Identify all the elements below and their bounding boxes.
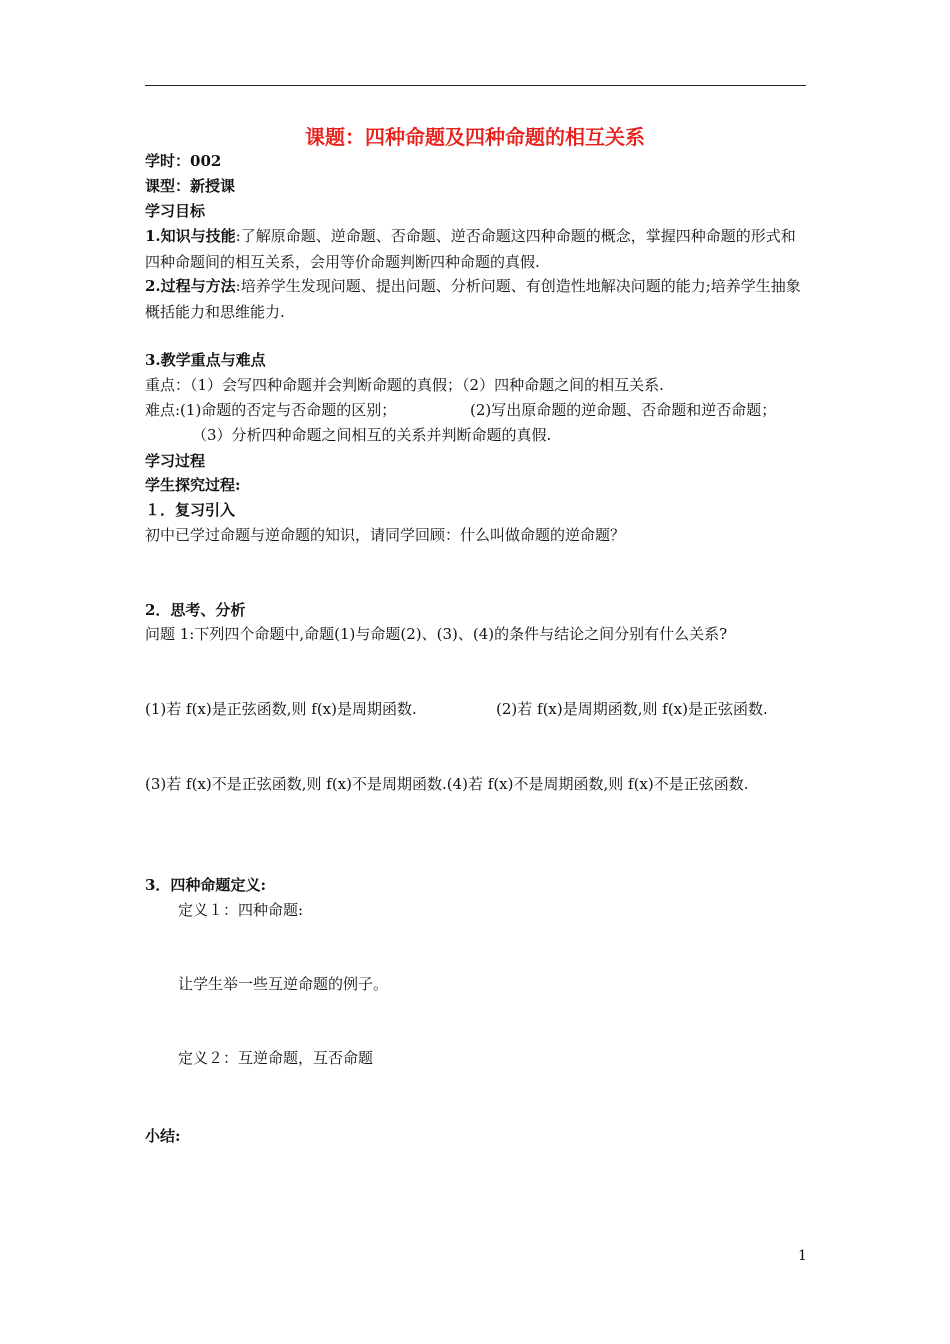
section-1-text: 初中已学过命题与逆命题的知识，请同学回顾：什么叫做命题的逆命题？ (145, 526, 626, 544)
definition-2: 定义２：互逆命题，互否命题 (178, 1049, 374, 1067)
section-1-heading: １．复习引入 (145, 501, 236, 519)
propositions-3-4: (3)若 f(x)不是正弦函数,则 f(x)不是周期函数.(4)若 f(x)不是周期函数,则 f(x)不是正弦函数. (145, 775, 749, 793)
document-title: 课题：四种命题及四种命题的相互关系 (305, 125, 645, 149)
key-difficulty-heading: 3.教学重点与难点 (145, 351, 266, 369)
goal-process-text: :培养学生发现问题、提出问题、分析问题、有创造性地解决问题的能力;培养学生抽象概括能力和思维能力. (145, 277, 801, 321)
type-value: 新授课 (190, 177, 236, 195)
goal-process-label: 2.过程与方法 (145, 277, 236, 295)
hours-value: 002 (190, 152, 222, 170)
question-1: 问题 1:下列四个命题中,命题(1)与命题(2)、(3)、(4)的条件与结论之间分别有什么关系? (145, 625, 728, 643)
summary-label: 小结: (145, 1127, 181, 1145)
difficulty-2: (2)写出原命题的逆命题、否命题和逆否命题； (470, 401, 777, 419)
page-number: 1 (798, 1248, 807, 1264)
lesson-type-line (145, 176, 235, 196)
proposition-1: (1)若 f(x)是正弦函数,则 f(x)是周期函数. (145, 700, 417, 718)
section-3-heading: 3．四种命题定义: (145, 876, 266, 894)
key-points: 重点：（1）会写四种命题并会判断命题的真假；（2）四种命题之间的相互关系. (145, 376, 664, 394)
difficulty-3: （3）分析四种命题之间相互的关系并判断命题的真假. (192, 426, 552, 444)
goal-knowledge (145, 223, 809, 275)
goals-heading: 学习目标 (145, 202, 206, 220)
explore-heading: 学生探究过程: (145, 476, 241, 494)
header-rule (145, 85, 806, 86)
definition-1: 定义１：四种命题: (178, 901, 304, 919)
hours-label: 学时： (145, 152, 191, 170)
difficulty-1: 难点:(1)命题的否定与否命题的区别； (145, 401, 397, 419)
type-label: 课型： (145, 177, 191, 195)
hours-line (145, 151, 221, 171)
example-prompt: 让学生举一些互逆命题的例子。 (178, 975, 389, 993)
goal-knowledge-label: 1.知识与技能 (145, 227, 236, 245)
goal-knowledge-text: :了解原命题、逆命题、否命题、逆否命题这四种命题的概念，掌握四种命题的形式和四种命题间的相互关系，会用等价命题判断四种命题的真假. (145, 227, 796, 271)
process-heading: 学习过程 (145, 452, 206, 470)
goal-process (145, 273, 809, 325)
proposition-2: (2)若 f(x)是周期函数,则 f(x)是正弦函数. (496, 700, 768, 718)
section-2-heading: 2．思考、分析 (145, 601, 246, 619)
